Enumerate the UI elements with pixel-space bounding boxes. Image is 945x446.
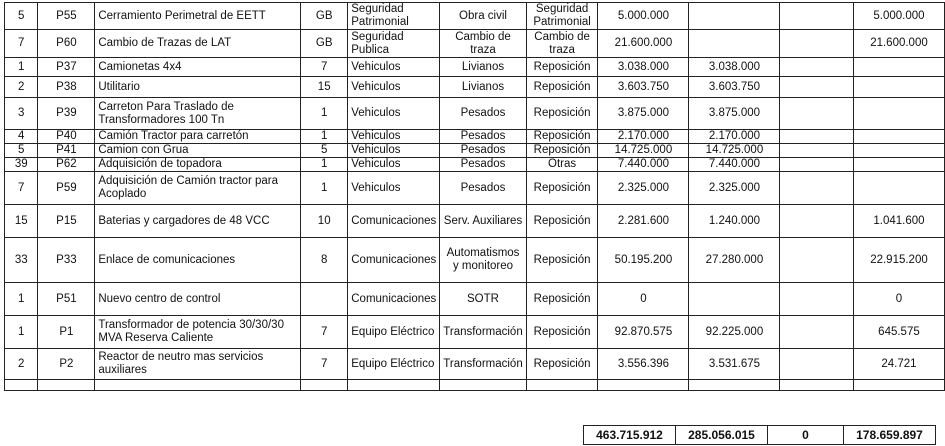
cell-nro: 33 — [5, 238, 38, 283]
cell-type: Cambio de traza — [440, 30, 526, 58]
empty-cell — [689, 380, 780, 391]
cell-cat: Comunicaciones — [348, 205, 440, 238]
cell-c4: 645.575 — [853, 316, 944, 349]
cell-desc: Transformador de potencia 30/30/30 MVA Reserva Caliente — [95, 316, 301, 349]
cell-nro: 5 — [5, 144, 38, 158]
cell-desc: Baterias y cargadores de 48 VCC — [95, 205, 301, 238]
cell-qty: 5 — [301, 144, 348, 158]
cell-type: Pesados — [440, 130, 526, 144]
cell-cls: Reposición — [526, 172, 598, 205]
cell-cls: Reposición — [526, 58, 598, 77]
cell-code: P59 — [38, 172, 95, 205]
cell-qty: 1 — [301, 158, 348, 172]
investment-table — [4, 2, 945, 391]
cell-cls: Reposición — [526, 205, 598, 238]
cell-c4 — [853, 172, 944, 205]
cell-c4: 5.000.000 — [853, 3, 944, 30]
cell-c3 — [780, 130, 853, 144]
cell-nro: 7 — [5, 30, 38, 58]
cell-total: 21.600.000 — [598, 30, 689, 58]
table-row — [5, 158, 945, 172]
cell-type: Transformación — [440, 316, 526, 349]
cell-c3 — [780, 144, 853, 158]
cell-cls: Seguridad Patrimonial — [526, 3, 598, 30]
cell-qty: 1 — [301, 98, 348, 130]
cell-cat: Equipo Eléctrico — [348, 349, 440, 380]
cell-nro: 1 — [5, 316, 38, 349]
cell-qty: 1 — [301, 172, 348, 205]
totals-row — [583, 425, 936, 445]
table-row — [5, 238, 945, 283]
cell-c2 — [689, 30, 780, 58]
cell-c3 — [780, 77, 853, 98]
cell-c3 — [780, 349, 853, 380]
cell-code: P37 — [38, 58, 95, 77]
cell-total: 14.725.000 — [598, 144, 689, 158]
cell-c4: 0 — [853, 283, 944, 316]
cell-cls: Reposición — [526, 130, 598, 144]
cell-c3 — [780, 3, 853, 30]
cell-qty: 7 — [301, 316, 348, 349]
cell-total: 3.556.396 — [598, 349, 689, 380]
cell-desc: Cambio de Trazas de LAT — [95, 30, 301, 58]
cell-total: 7.440.000 — [598, 158, 689, 172]
cell-desc: Nuevo centro de control — [95, 283, 301, 316]
cell-nro: 7 — [5, 172, 38, 205]
cell-c4 — [853, 130, 944, 144]
cell-cat: Seguridad Patrimonial — [348, 3, 440, 30]
cell-c2 — [689, 283, 780, 316]
cell-type: Pesados — [440, 98, 526, 130]
cell-c3 — [780, 98, 853, 130]
cell-c3 — [780, 205, 853, 238]
cell-c2: 14.725.000 — [689, 144, 780, 158]
cell-cls: Reposición — [526, 349, 598, 380]
cell-qty: 15 — [301, 77, 348, 98]
cell-code: P55 — [38, 3, 95, 30]
cell-code: P15 — [38, 205, 95, 238]
table-row-empty — [5, 380, 945, 391]
cell-cat: Vehiculos — [348, 130, 440, 144]
cell-desc: Camion con Grua — [95, 144, 301, 158]
cell-cat: Vehiculos — [348, 98, 440, 130]
cell-c3 — [780, 58, 853, 77]
cell-qty — [301, 283, 348, 316]
cell-cat: Comunicaciones — [348, 238, 440, 283]
cell-total: 2.325.000 — [598, 172, 689, 205]
cell-cls: Reposición — [526, 283, 598, 316]
cell-desc: Utilitario — [95, 77, 301, 98]
cell-c4 — [853, 58, 944, 77]
table-row — [5, 30, 945, 58]
cell-nro: 5 — [5, 3, 38, 30]
cell-nro: 2 — [5, 349, 38, 380]
cell-cls: Reposición — [526, 238, 598, 283]
total-col3: 0 — [768, 426, 844, 445]
cell-cls: Reposición — [526, 144, 598, 158]
cell-c2: 3.875.000 — [689, 98, 780, 130]
cell-desc: Cerramiento Perimetral de EETT — [95, 3, 301, 30]
table-row — [5, 205, 945, 238]
empty-cell — [95, 380, 301, 391]
table-body — [5, 3, 945, 391]
table-row — [5, 98, 945, 130]
cell-cat: Vehiculos — [348, 158, 440, 172]
empty-cell — [38, 380, 95, 391]
cell-nro: 2 — [5, 77, 38, 98]
cell-total: 5.000.000 — [598, 3, 689, 30]
cell-desc: Adquisición de topadora — [95, 158, 301, 172]
cell-c4: 1.041.600 — [853, 205, 944, 238]
cell-c2: 3.603.750 — [689, 77, 780, 98]
cell-cls: Cambio de traza — [526, 30, 598, 58]
cell-desc: Camionetas 4x4 — [95, 58, 301, 77]
cell-c2: 3.531.675 — [689, 349, 780, 380]
cell-cat: Vehiculos — [348, 172, 440, 205]
cell-c2: 7.440.000 — [689, 158, 780, 172]
cell-c2: 2.325.000 — [689, 172, 780, 205]
cell-code: P33 — [38, 238, 95, 283]
cell-code: P62 — [38, 158, 95, 172]
cell-code: P1 — [38, 316, 95, 349]
cell-type: Livianos — [440, 77, 526, 98]
table-row — [5, 3, 945, 30]
empty-cell — [780, 380, 853, 391]
cell-qty: 10 — [301, 205, 348, 238]
cell-nro: 4 — [5, 130, 38, 144]
cell-type: Serv. Auxiliares — [440, 205, 526, 238]
cell-total: 3.875.000 — [598, 98, 689, 130]
cell-total: 92.870.575 — [598, 316, 689, 349]
cell-qty: 7 — [301, 58, 348, 77]
cell-c2: 1.240.000 — [689, 205, 780, 238]
table-row — [5, 316, 945, 349]
cell-qty: 1 — [301, 130, 348, 144]
empty-cell — [853, 380, 944, 391]
cell-total: 2.170.000 — [598, 130, 689, 144]
cell-nro: 3 — [5, 98, 38, 130]
cell-desc: Enlace de comunicaciones — [95, 238, 301, 283]
table-row — [5, 58, 945, 77]
cell-code: P41 — [38, 144, 95, 158]
table-row — [5, 144, 945, 158]
cell-qty: GB — [301, 30, 348, 58]
cell-c3 — [780, 238, 853, 283]
cell-nro: 39 — [5, 158, 38, 172]
cell-type: Pesados — [440, 172, 526, 205]
cell-c3 — [780, 172, 853, 205]
cell-c2 — [689, 3, 780, 30]
cell-total: 2.281.600 — [598, 205, 689, 238]
cell-cat: Equipo Eléctrico — [348, 316, 440, 349]
table-row — [5, 172, 945, 205]
cell-type: Automatismos y monitoreo — [440, 238, 526, 283]
total-col2: 285.056.015 — [676, 426, 768, 445]
cell-type: Livianos — [440, 58, 526, 77]
cell-desc: Adquisición de Camión tractor para Acoplado — [95, 172, 301, 205]
cell-total: 3.038.000 — [598, 58, 689, 77]
cell-cls: Reposición — [526, 77, 598, 98]
empty-cell — [348, 380, 440, 391]
cell-c4: 21.600.000 — [853, 30, 944, 58]
empty-cell — [301, 380, 348, 391]
total-col4: 178.659.897 — [844, 426, 936, 445]
cell-type: Transformación — [440, 349, 526, 380]
cell-c4 — [853, 144, 944, 158]
cell-c2: 2.170.000 — [689, 130, 780, 144]
table-row — [5, 77, 945, 98]
cell-code: P38 — [38, 77, 95, 98]
cell-nro: 1 — [5, 58, 38, 77]
empty-cell — [598, 380, 689, 391]
cell-c4: 22.915.200 — [853, 238, 944, 283]
cell-desc: Reactor de neutro mas servicios auxiliares — [95, 349, 301, 380]
cell-c4 — [853, 77, 944, 98]
cell-cls: Reposición — [526, 98, 598, 130]
empty-cell — [526, 380, 598, 391]
cell-c3 — [780, 316, 853, 349]
cell-cls: Reposición — [526, 316, 598, 349]
cell-c3 — [780, 283, 853, 316]
cell-desc: Carreton Para Traslado de Transformadores 100 Tn — [95, 98, 301, 130]
table-row — [5, 349, 945, 380]
cell-cat: Vehiculos — [348, 77, 440, 98]
cell-cat: Comunicaciones — [348, 283, 440, 316]
cell-total: 3.603.750 — [598, 77, 689, 98]
table-row — [5, 283, 945, 316]
cell-total: 50.195.200 — [598, 238, 689, 283]
cell-c2: 27.280.000 — [689, 238, 780, 283]
cell-qty: GB — [301, 3, 348, 30]
cell-cat: Vehiculos — [348, 58, 440, 77]
cell-c2: 92.225.000 — [689, 316, 780, 349]
cell-cat: Seguridad Publica — [348, 30, 440, 58]
cell-type: SOTR — [440, 283, 526, 316]
cell-type: Pesados — [440, 158, 526, 172]
cell-c3 — [780, 30, 853, 58]
table-row — [5, 130, 945, 144]
cell-code: P40 — [38, 130, 95, 144]
total-sum: 463.715.912 — [584, 426, 676, 445]
empty-cell — [440, 380, 526, 391]
cell-code: P2 — [38, 349, 95, 380]
cell-nro: 1 — [5, 283, 38, 316]
cell-code: P51 — [38, 283, 95, 316]
cell-c3 — [780, 158, 853, 172]
cell-desc: Camión Tractor para carretón — [95, 130, 301, 144]
cell-type: Obra civil — [440, 3, 526, 30]
cell-code: P60 — [38, 30, 95, 58]
cell-total: 0 — [598, 283, 689, 316]
cell-c4 — [853, 158, 944, 172]
cell-cat: Vehiculos — [348, 144, 440, 158]
cell-type: Pesados — [440, 144, 526, 158]
cell-c4 — [853, 98, 944, 130]
cell-c4: 24.721 — [853, 349, 944, 380]
cell-qty: 7 — [301, 349, 348, 380]
cell-code: P39 — [38, 98, 95, 130]
cell-cls: Otras — [526, 158, 598, 172]
empty-cell — [5, 380, 38, 391]
cell-nro: 15 — [5, 205, 38, 238]
cell-c2: 3.038.000 — [689, 58, 780, 77]
cell-qty: 8 — [301, 238, 348, 283]
